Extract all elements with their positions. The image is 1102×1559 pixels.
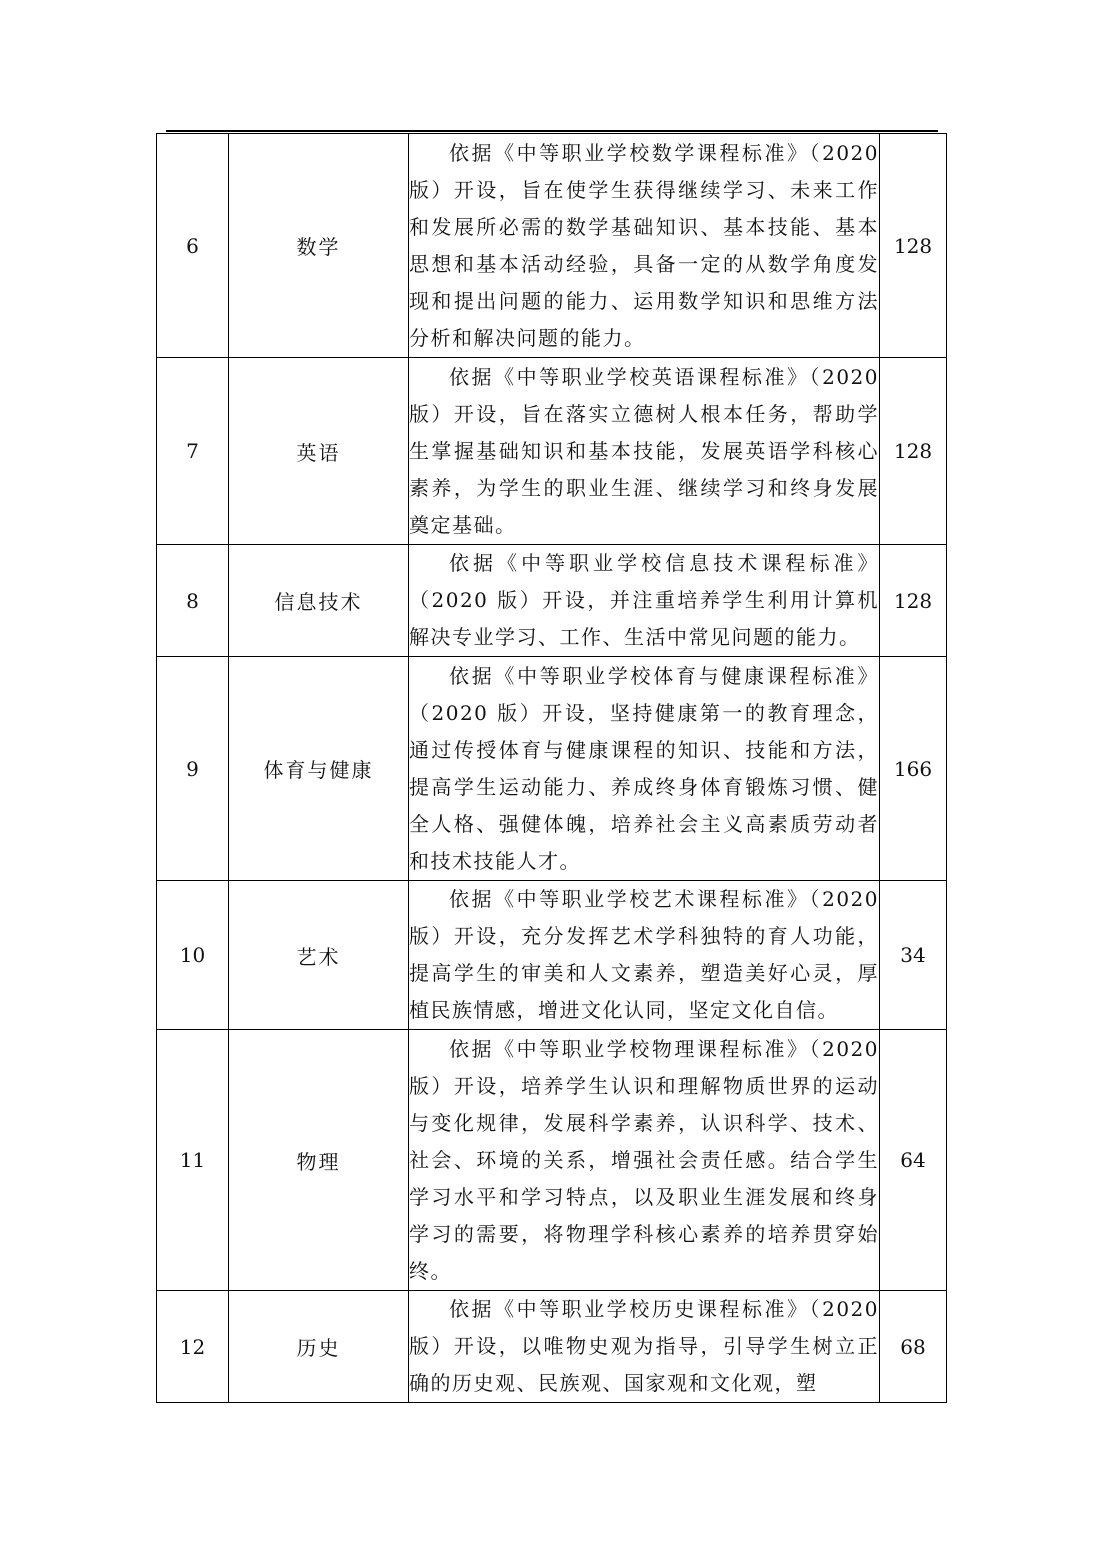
table-row bbox=[157, 358, 947, 545]
course-description: 依据《中等职业学校历史课程标准》（2020版）开设，以唯物史观为指导，引导学生树立正确的历史观、民族观、国家观和文化观，塑 bbox=[409, 1291, 880, 1403]
course-number: 8 bbox=[157, 545, 229, 657]
course-number: 11 bbox=[157, 1030, 229, 1291]
course-description: 依据《中等职业学校数学课程标准》（2020版）开设，旨在使学生获得继续学习、未来工作和发展所必需的数学基础知识、基本技能、基本思想和基本活动经验，具备一定的从数学角度发现和提出问题的能力、运用数学知识和思维方法分析和解决问题的能力。 bbox=[409, 134, 880, 358]
top-rule bbox=[166, 130, 938, 132]
course-name: 英语 bbox=[229, 358, 409, 545]
course-hours: 128 bbox=[880, 545, 947, 657]
course-description: 依据《中等职业学校艺术课程标准》（2020版）开设，充分发挥艺术学科独特的育人功能，提高学生的审美和人文素养，塑造美好心灵，厚植民族情感，增进文化认同，坚定文化自信。 bbox=[409, 881, 880, 1030]
course-name: 信息技术 bbox=[229, 545, 409, 657]
course-hours: 34 bbox=[880, 881, 947, 1030]
course-hours: 128 bbox=[880, 358, 947, 545]
table-row bbox=[157, 657, 947, 881]
course-description: 依据《中等职业学校英语课程标准》（2020版）开设，旨在落实立德树人根本任务，帮助学生掌握基础知识和基本技能，发展英语学科核心素养，为学生的职业生涯、继续学习和终身发展奠定基础。 bbox=[409, 358, 880, 545]
table-row bbox=[157, 1291, 947, 1403]
course-name: 物理 bbox=[229, 1030, 409, 1291]
course-hours: 64 bbox=[880, 1030, 947, 1291]
table-row bbox=[157, 545, 947, 657]
course-description: 依据《中等职业学校体育与健康课程标准》（2020 版）开设，坚持健康第一的教育理念，通过传授体育与健康课程的知识、技能和方法，提高学生运动能力、养成终身体育锻炼习惯、健全人格、强健体魄，培养社会主义高素质劳动者和技术技能人才。 bbox=[409, 657, 880, 881]
course-number: 10 bbox=[157, 881, 229, 1030]
course-name: 艺术 bbox=[229, 881, 409, 1030]
course-number: 7 bbox=[157, 358, 229, 545]
course-name: 数学 bbox=[229, 134, 409, 358]
course-name: 历史 bbox=[229, 1291, 409, 1403]
course-hours: 166 bbox=[880, 657, 947, 881]
course-table bbox=[156, 133, 947, 1403]
table-row bbox=[157, 881, 947, 1030]
course-number: 12 bbox=[157, 1291, 229, 1403]
course-hours: 68 bbox=[880, 1291, 947, 1403]
course-number: 6 bbox=[157, 134, 229, 358]
table-row bbox=[157, 1030, 947, 1291]
course-hours: 128 bbox=[880, 134, 947, 358]
course-number: 9 bbox=[157, 657, 229, 881]
table-row bbox=[157, 134, 947, 358]
course-description: 依据《中等职业学校信息技术课程标准》（2020 版）开设，并注重培养学生利用计算机解决专业学习、工作、生活中常见问题的能力。 bbox=[409, 545, 880, 657]
course-name: 体育与健康 bbox=[229, 657, 409, 881]
course-description: 依据《中等职业学校物理课程标准》（2020版）开设，培养学生认识和理解物质世界的运动与变化规律，发展科学素养，认识科学、技术、社会、环境的关系，增强社会责任感。结合学生学习水平和学习特点，以及职业生涯发展和终身学习的需要，将物理学科核心素养的培养贯穿始终。 bbox=[409, 1030, 880, 1291]
